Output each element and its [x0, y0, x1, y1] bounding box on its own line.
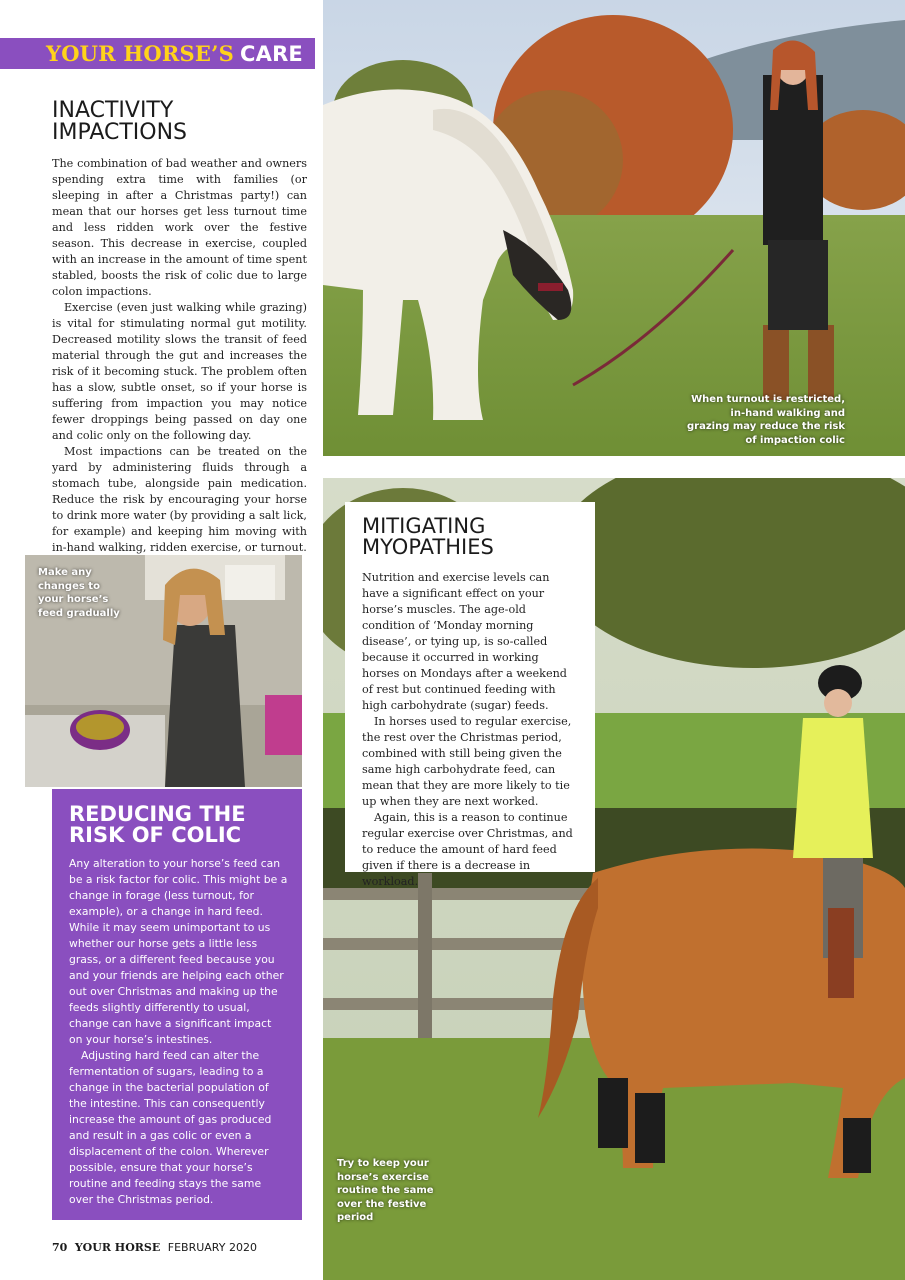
page-footer [52, 1241, 257, 1254]
caption-walking: When turnout is restricted, in-hand walking and grazing may reduce the risk of impaction colic [686, 394, 845, 446]
section-header [0, 38, 315, 69]
photo-horse-grazing [323, 0, 905, 456]
colic-paragraph: Any alteration to your horse’s feed can be a risk factor for colic. This might be a change in forage (less turnout, for example), or a change in hard feed. While it may seem unimportant to us whether our horse gets a little less grass, or a different feed because you and your friends are helping each other out over Christmas and making up the feeds slightly differently to usual, change can have a significant impact on your horse’s intestines. [69, 857, 288, 1046]
issue-date: FEBRUARY 2020 [167, 1241, 257, 1254]
colic-body [69, 856, 288, 1208]
myopathies-paragraph: In horses used to regular exercise, the rest over the Christmas period, combined with still being given the same high carbohydrate feed, can mean that they are more likely to tie up when they are next worked. [362, 715, 572, 808]
myopathies-box [345, 502, 595, 888]
colic-paragraph: Adjusting hard feed can alter the fermentation of sugars, leading to a change in the bacterial population of the intestine. This can consequently increase the amount of gas produced and result in a gas colic or even a displacement of the colon. Wherever possible, ensure that your horse’s routine and feeding stays the same over the Christmas period. [69, 1049, 272, 1206]
inactivity-body [52, 156, 307, 556]
inactivity-paragraph: The combination of bad weather and owners spending extra time with families (or sleeping in after a Christmas party!) can mean that our horses get less turnout time and less ridden work over the festive season. This decrease in exercise, coupled with an increase in the amount of time spent stabled, boosts the risk of colic due to large colon impactions. [52, 157, 307, 298]
section-header-care: CARE [240, 41, 303, 66]
caption-exercise: Try to keep your horse’s exercise routine the same over the festive period [337, 1158, 434, 1223]
page-number: 70 [52, 1241, 68, 1254]
magazine-name: YOUR HORSE [74, 1241, 161, 1254]
myopathies-body [362, 570, 579, 890]
myopathies-paragraph: Nutrition and exercise levels can have a significant effect on your horse’s muscles. The age-old condition of ‘Monday morning disease’, or tying up, is so-called because it occurred in working horses on Mondays after a weekend of rest but continued feeding with high carbohydrate (sugar) feeds. [362, 571, 567, 712]
inactivity-title: INACTIVITY IMPACTIONS [52, 98, 188, 145]
colic-box [52, 789, 302, 1220]
inactivity-paragraph: Exercise (even just walking while grazing) is vital for stimulating normal gut motility. Decreased motility slows the transit of feed material through the gut and increases the risk of it becoming stuck. The problem often has a slow, subtle onset, so if your horse is suffering from impaction you may notice fewer droppings being passed on day one and colic only on the following day. [52, 301, 307, 442]
colic-title: REDUCING THE RISK OF COLIC [69, 802, 246, 847]
myopathies-title: MITIGATING MYOPATHIES [362, 514, 494, 559]
inactivity-paragraph: Most impactions can be treated on the yard by administering fluids through a stomach tube, alongside pain medication. Reduce the risk by encouraging your horse to drink more water (by providing a salt lick, for example) and keeping him moving with in-hand walking, ridden exercise, or turnout. [52, 445, 307, 554]
myopathies-paragraph: Again, this is a reason to continue regular exercise over Christmas, and to reduce the amount of hard feed given if there is a decrease in workload. [362, 811, 573, 888]
section-header-title: YOUR HORSE’S [46, 41, 234, 66]
photo-feed-room [25, 555, 302, 787]
inactivity-article [52, 100, 307, 556]
caption-feed: Make any changes to your horse’s feed gradually [38, 567, 120, 619]
